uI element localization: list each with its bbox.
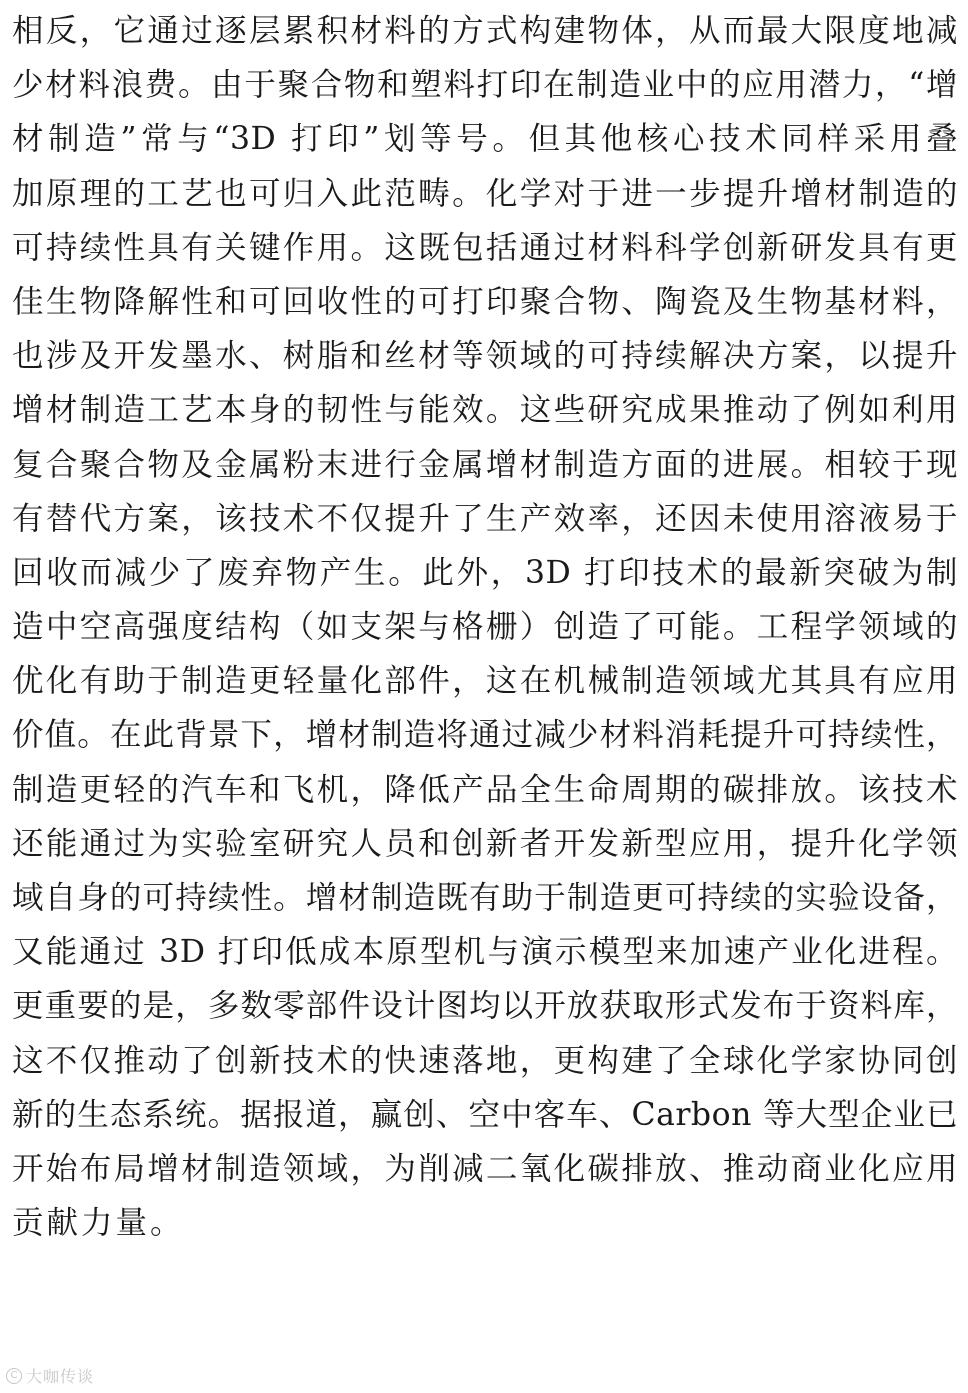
circle-c-icon: C (6, 1368, 22, 1384)
text-line-16: 还能通过为实验室研究人员和创新者开发新型应用，提升化学领 (12, 825, 958, 862)
text-line-5: 可持续性具有关键作用。这既包括通过材料科学创新研发具有更 (12, 229, 958, 266)
watermark (6, 1364, 94, 1387)
text-line-9: 复合聚合物及金属粉末进行金属增材制造方面的进展。相较于现 (12, 446, 958, 483)
text-line-20: 这不仅推动了创新技术的快速落地，更构建了全球化学家协同创 (12, 1042, 958, 1079)
body-paragraph (12, 4, 958, 1250)
text-line-6: 佳生物降解性和可回收性的可打印聚合物、陶瓷及生物基材料， (12, 283, 958, 320)
text-line-8: 增材制造工艺本身的韧性与能效。这些研究成果推动了例如利用 (12, 392, 958, 429)
text-line-11: 回收而减少了废弃物产生。此外，3D 打印技术的最新突破为制 (12, 554, 958, 591)
text-line-19: 更重要的是，多数零部件设计图均以开放获取形式发布于资料库， (12, 988, 958, 1025)
text-line-1: 相反，它通过逐层累积材料的方式构建物体，从而最大限度地减 (12, 13, 958, 49)
text-line-21: 新的生态系统。据报道，赢创、空中客车、Carbon 等大型企业已 (12, 1096, 958, 1133)
watermark-text: 大咖传谈 (26, 1367, 95, 1386)
text-line-13: 优化有助于制造更轻量化部件，这在机械制造领域尤其具有应用 (12, 663, 958, 700)
text-line-12: 造中空高强度结构（如支架与格栅）创造了可能。工程学领域的 (12, 609, 958, 646)
text-line-22: 开始布局增材制造领域，为削减二氧化碳排放、推动商业化应用 (12, 1150, 958, 1187)
text-line-15: 制造更轻的汽车和飞机，降低产品全生命周期的碳排放。该技术 (12, 771, 958, 808)
text-line-4: 加原理的工艺也可归入此范畴。化学对于进一步提升增材制造的 (12, 175, 958, 212)
text-line-18: 又能通过 3D 打印低成本原型机与演示模型来加速产业化进程。 (12, 934, 958, 971)
text-line-17: 域自身的可持续性。增材制造既有助于制造更可持续的实验设备， (12, 880, 958, 916)
text-line-10: 有替代方案，该技术不仅提升了生产效率，还因未使用溶液易于 (12, 500, 958, 537)
text-line-23: 贡献力量。 (12, 1205, 185, 1242)
text-line-2: 少材料浪费。由于聚合物和塑料打印在制造业中的应用潜力，“增 (12, 67, 958, 104)
text-line-7: 也涉及开发墨水、树脂和丝材等领域的可持续解决方案，以提升 (12, 338, 958, 375)
text-line-14: 价值。在此背景下，增材制造将通过减少材料消耗提升可持续性， (12, 717, 958, 754)
text-line-3: 材制造”常与“3D 打印”划等号。但其他核心技术同样采用叠 (12, 121, 958, 158)
